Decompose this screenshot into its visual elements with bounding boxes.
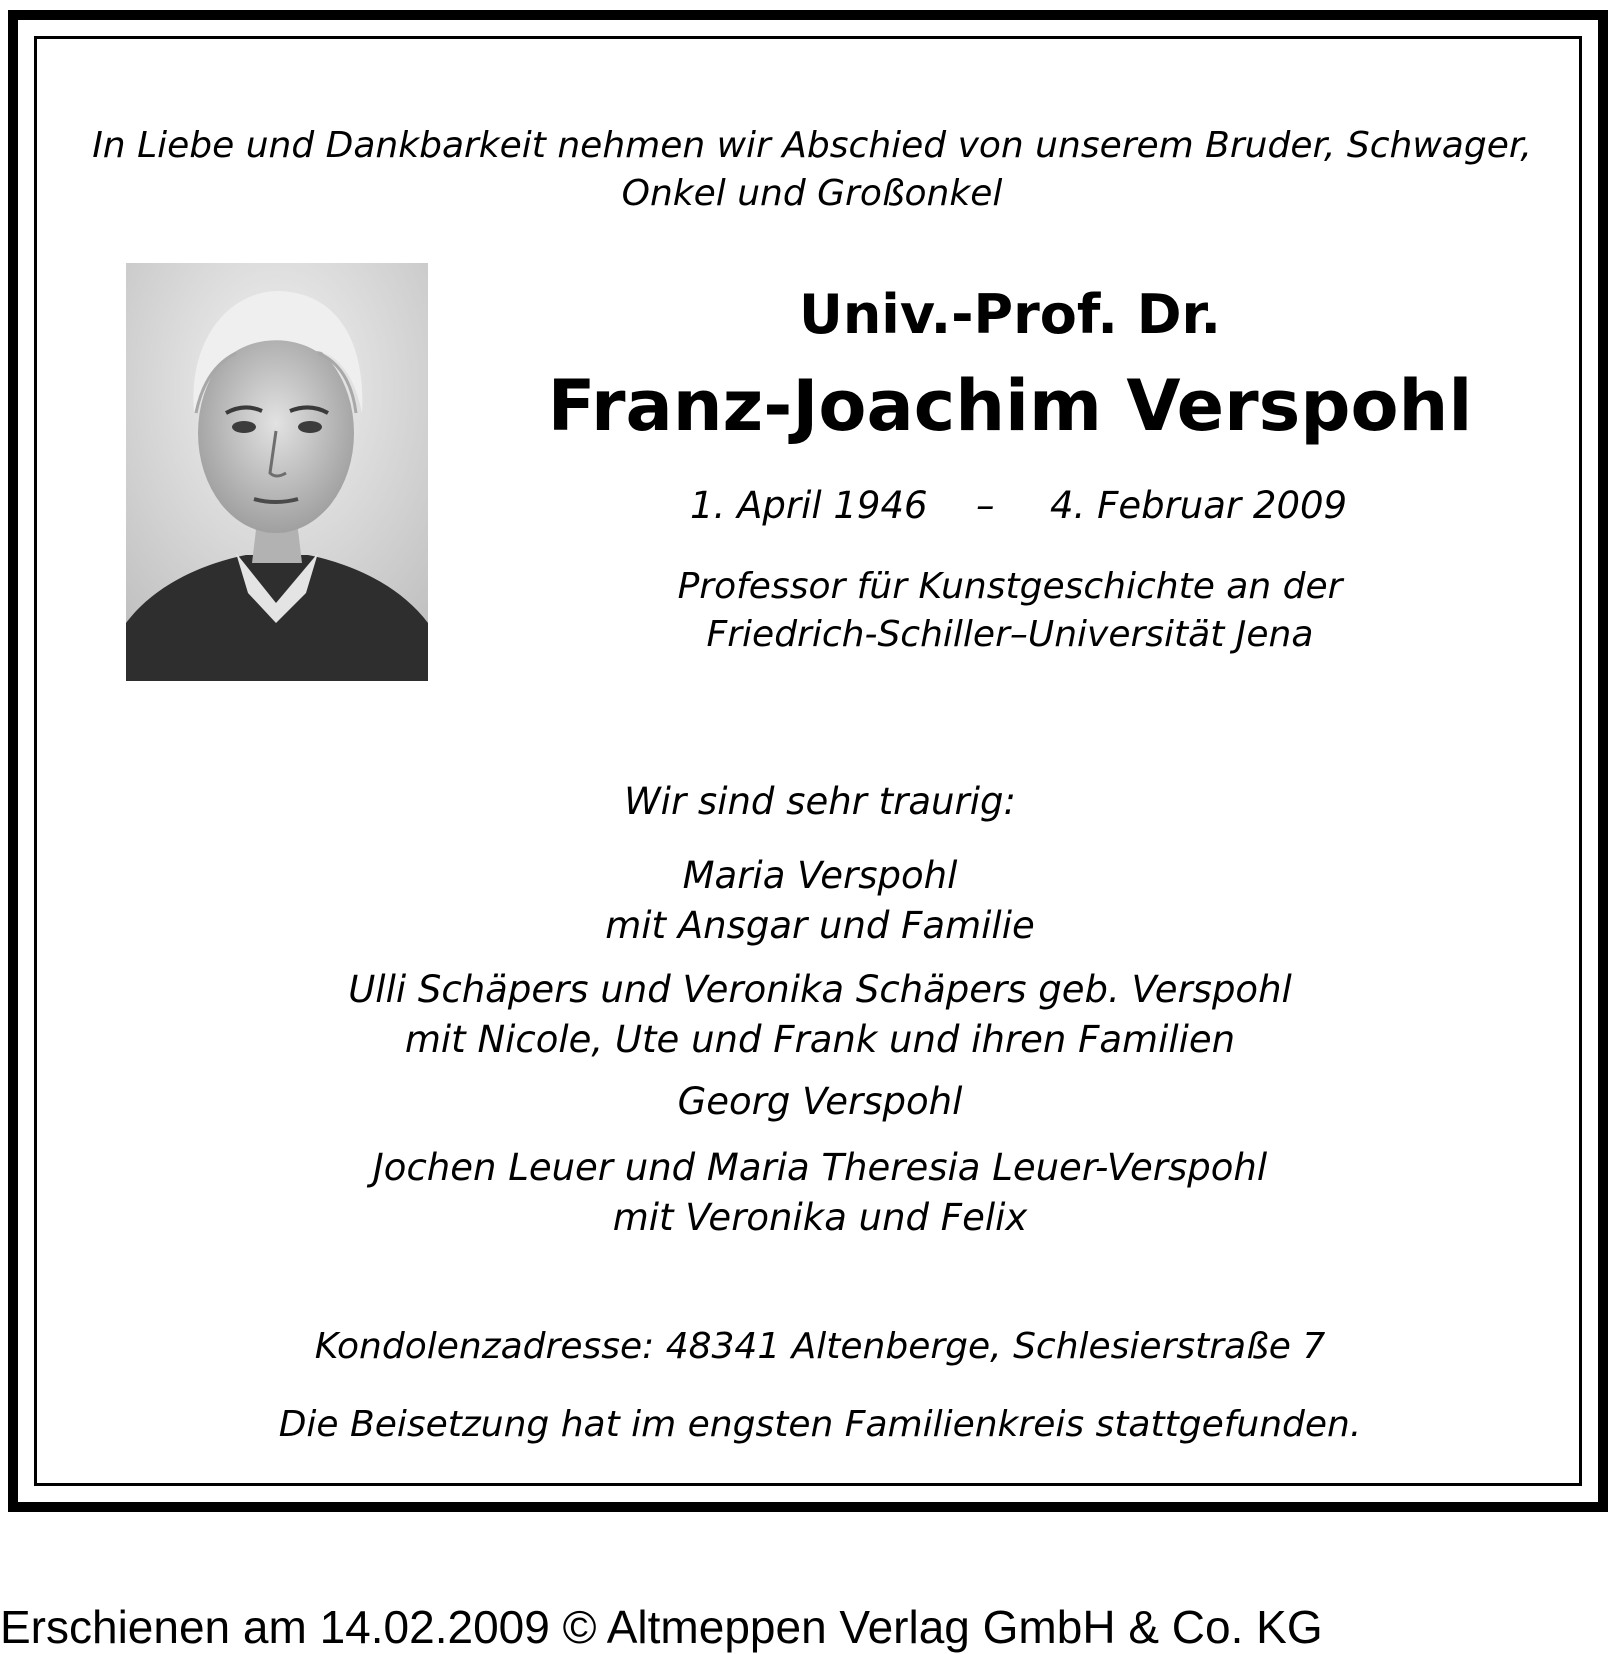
date-dash: – <box>976 484 995 527</box>
mourner-line: mit Ansgar und Familie <box>605 904 1035 947</box>
position-line-1: Professor für Kunstgeschichte an der <box>677 566 1343 607</box>
inner-border <box>34 36 1582 1486</box>
birth-date: 1. April 1946 <box>690 484 928 527</box>
death-date: 4. Februar 2009 <box>1050 484 1348 527</box>
condolence-address: Kondolenzadresse: 48341 Altenberge, Schlesierstraße 7 <box>314 1326 1326 1367</box>
mourner-line: mit Nicole, Ute und Frank und ihren Familien <box>404 1018 1236 1061</box>
portrait-photo <box>126 263 428 681</box>
burial-note: Die Beisetzung hat im engsten Familienkreis stattgefunden. <box>278 1404 1362 1445</box>
mourner-line: Georg Verspohl <box>677 1080 963 1123</box>
outer-border <box>8 10 1608 1512</box>
portrait-drawing <box>126 263 428 681</box>
position-line-2: Friedrich-Schiller–Universität Jena <box>706 614 1314 655</box>
mourners-intro: Wir sind sehr traurig: <box>624 780 1016 823</box>
mourner-line: mit Veronika und Felix <box>612 1196 1028 1239</box>
intro-line-1: In Liebe und Dankbarkeit nehmen wir Abschied von unserem Bruder, Schwager, <box>92 125 1532 166</box>
title-prefix: Univ.-Prof. Dr. <box>799 283 1221 346</box>
mourner-line: Ulli Schäpers und Veronika Schäpers geb. Verspohl <box>348 968 1292 1011</box>
mourner-line: Maria Verspohl <box>682 854 958 897</box>
deceased-name: Franz-Joachim Verspohl <box>547 365 1473 447</box>
mourner-line: Jochen Leuer und Maria Theresia Leuer-Verspohl <box>372 1146 1268 1189</box>
publication-footer: Erschienen am 14.02.2009 © Altmeppen Verlag GmbH & Co. KG <box>0 1601 1323 1653</box>
intro-line-2: Onkel und Großonkel <box>621 173 1003 214</box>
